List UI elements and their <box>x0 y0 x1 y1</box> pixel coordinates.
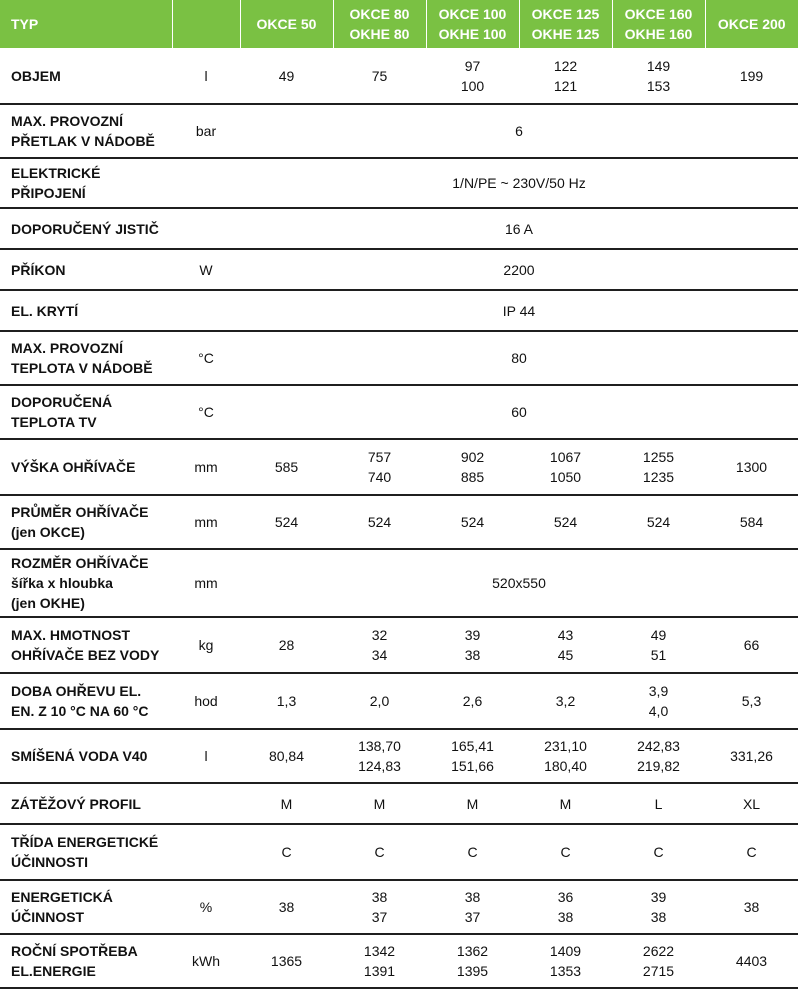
header-model-line: OKCE 100 <box>438 6 507 22</box>
header-model-line: OKHE 80 <box>349 26 410 42</box>
cell-line: VÝŠKA OHŘÍVAČE <box>11 459 136 475</box>
cell-line: ELEKTRICKÉ <box>11 165 101 181</box>
header-model-line: OKHE 100 <box>438 26 507 42</box>
cell-line: 740 <box>367 469 392 485</box>
cell-line: 1353 <box>549 963 582 979</box>
spec-table-body <box>0 48 798 988</box>
cell-line: 2715 <box>642 963 675 979</box>
cell-line: 49 <box>650 627 667 643</box>
merged-value: 1/N/PE ~ 230V/50 Hz <box>240 158 798 208</box>
table-row-prumer <box>0 495 798 549</box>
cell-line: OBJEM <box>11 67 61 84</box>
value-cell <box>519 880 612 934</box>
header-row <box>0 0 798 48</box>
cell-line: 37 <box>371 909 388 925</box>
cell-line: 524 <box>367 514 392 530</box>
cell-line: 43 <box>557 627 574 643</box>
value-cell <box>612 729 705 783</box>
row-unit: hod <box>172 673 240 729</box>
value-cell <box>240 783 333 824</box>
value-cell <box>426 783 519 824</box>
cell-line: C <box>560 844 571 860</box>
row-unit <box>172 158 240 208</box>
cell-line: ROZMĚR OHŘÍVAČE <box>11 555 149 571</box>
table-row-trida-ucinnosti <box>0 824 798 880</box>
value-cell <box>333 824 426 880</box>
row-label <box>0 549 172 617</box>
value-cell <box>333 729 426 783</box>
value-cell <box>426 439 519 495</box>
header-unit <box>172 0 240 48</box>
cell-line: šířka x hloubka <box>11 575 113 591</box>
row-label <box>0 48 172 104</box>
value-cell <box>240 824 333 880</box>
row-unit: W <box>172 249 240 290</box>
cell-line: 51 <box>650 647 667 663</box>
cell-line: 3,2 <box>555 693 576 709</box>
row-label <box>0 824 172 880</box>
value-cell <box>426 48 519 104</box>
value-cell <box>333 439 426 495</box>
cell-line: PRŮMĚR OHŘÍVAČE <box>11 504 149 520</box>
cell-line: 902 <box>460 449 485 465</box>
table-row-objem <box>0 48 798 104</box>
value-cell <box>612 48 705 104</box>
cell-line: 1067 <box>549 449 582 465</box>
cell-line: 153 <box>646 77 671 94</box>
cell-line: 38 <box>278 899 295 915</box>
value-cell <box>705 824 798 880</box>
value-cell <box>333 617 426 673</box>
cell-line: 2622 <box>642 943 675 959</box>
cell-line: M <box>280 795 293 812</box>
cell-line: 100 <box>460 77 485 94</box>
cell-line: (jen OKCE) <box>11 524 85 540</box>
cell-line: 1300 <box>735 459 768 475</box>
row-unit: kg <box>172 617 240 673</box>
table-row-max-pretlak <box>0 104 798 158</box>
cell-line: MAX. PROVOZNÍ <box>11 113 124 129</box>
merged-value: 60 <box>240 385 798 439</box>
value-cell <box>426 729 519 783</box>
header-model-okce-125 <box>519 0 612 48</box>
cell-line: 66 <box>743 637 760 653</box>
value-cell <box>519 48 612 104</box>
cell-line: 75 <box>371 67 388 84</box>
value-cell <box>426 824 519 880</box>
cell-line: ROČNÍ SPOTŘEBA <box>11 943 138 959</box>
value-cell <box>519 824 612 880</box>
cell-line: 584 <box>739 514 764 530</box>
row-label <box>0 439 172 495</box>
value-cell <box>426 673 519 729</box>
cell-line: 3,9 <box>648 683 669 699</box>
cell-line: 36 <box>557 889 574 905</box>
table-row-doba-ohrevu <box>0 673 798 729</box>
value-cell <box>426 934 519 988</box>
row-unit: mm <box>172 495 240 549</box>
value-cell <box>519 673 612 729</box>
cell-line: M <box>559 795 572 812</box>
cell-line: 524 <box>274 514 299 530</box>
value-cell <box>705 48 798 104</box>
cell-line: MAX. PROVOZNÍ <box>11 340 124 356</box>
cell-line: PŘÍKON <box>11 261 66 278</box>
merged-value: 2200 <box>240 249 798 290</box>
value-cell <box>612 824 705 880</box>
value-cell <box>612 934 705 988</box>
cell-line: 39 <box>650 889 667 905</box>
header-model-okce-80 <box>333 0 426 48</box>
header-typ: TYP <box>0 0 172 48</box>
merged-value: 80 <box>240 331 798 385</box>
row-label <box>0 673 172 729</box>
table-row-max-teplota <box>0 331 798 385</box>
merged-value: 520x550 <box>240 549 798 617</box>
cell-line: 331,26 <box>730 748 773 764</box>
row-label <box>0 783 172 824</box>
row-unit <box>172 783 240 824</box>
value-cell <box>333 495 426 549</box>
cell-line: DOPORUČENÁ <box>11 394 113 410</box>
value-cell <box>612 880 705 934</box>
cell-line: 97 <box>464 57 481 74</box>
cell-line: 122 <box>553 57 578 74</box>
row-label <box>0 208 172 249</box>
cell-line: 49 <box>278 67 295 84</box>
cell-line: 38 <box>464 889 481 905</box>
value-cell <box>333 783 426 824</box>
cell-line: 4403 <box>735 953 768 969</box>
cell-line: 80,84 <box>268 748 305 764</box>
value-cell <box>426 880 519 934</box>
cell-line: 149 <box>646 57 671 74</box>
value-cell <box>240 495 333 549</box>
row-unit <box>172 824 240 880</box>
cell-line: 38 <box>650 909 667 925</box>
cell-line: 180,40 <box>544 758 587 774</box>
row-unit: kWh <box>172 934 240 988</box>
value-cell <box>333 934 426 988</box>
cell-line: 38 <box>464 647 481 663</box>
cell-line: DOPORUČENÝ JISTIČ <box>11 220 159 237</box>
row-label <box>0 934 172 988</box>
table-row-el-kryti <box>0 290 798 331</box>
row-label <box>0 385 172 439</box>
table-row-vyska <box>0 439 798 495</box>
cell-line: 165,41 <box>451 738 494 754</box>
cell-line: PŘIPOJENÍ <box>11 185 86 201</box>
row-unit: l <box>172 48 240 104</box>
cell-line: 138,70 <box>358 738 401 754</box>
table-row-smisena-voda <box>0 729 798 783</box>
table-row-hmotnost <box>0 617 798 673</box>
value-cell <box>519 729 612 783</box>
cell-line: 1235 <box>642 469 675 485</box>
value-cell <box>240 673 333 729</box>
value-cell <box>240 880 333 934</box>
cell-line: 32 <box>371 627 388 643</box>
value-cell <box>519 783 612 824</box>
row-label <box>0 880 172 934</box>
value-cell <box>705 934 798 988</box>
value-cell <box>519 439 612 495</box>
table-row-doporucena-teplota <box>0 385 798 439</box>
value-cell <box>612 439 705 495</box>
header-model-okce-160 <box>612 0 705 48</box>
value-cell <box>519 495 612 549</box>
value-cell <box>333 48 426 104</box>
row-unit: °C <box>172 385 240 439</box>
cell-line: 4,0 <box>648 703 669 719</box>
cell-line: ZÁTĚŽOVÝ PROFIL <box>11 795 141 812</box>
cell-line: 28 <box>278 637 295 653</box>
header-model-okce-50 <box>240 0 333 48</box>
row-label <box>0 617 172 673</box>
value-cell <box>612 783 705 824</box>
cell-line: 1,3 <box>276 693 297 709</box>
table-row-prikon <box>0 249 798 290</box>
cell-line: C <box>746 844 757 860</box>
cell-line: 524 <box>460 514 485 530</box>
cell-line: 45 <box>557 647 574 663</box>
cell-line: DOBA OHŘEVU EL. <box>11 683 142 699</box>
cell-line: 242,83 <box>637 738 680 754</box>
cell-line: 124,83 <box>358 758 401 774</box>
cell-line: 38 <box>557 909 574 925</box>
table-row-rozmer <box>0 549 798 617</box>
table-row-rocni-spotreba <box>0 934 798 988</box>
value-cell <box>426 495 519 549</box>
value-cell <box>519 934 612 988</box>
cell-line: 585 <box>274 459 299 475</box>
value-cell <box>705 673 798 729</box>
table-row-doporuceny-jistic <box>0 208 798 249</box>
cell-line: 121 <box>553 77 578 94</box>
header-model-line: OKHE 125 <box>531 26 600 42</box>
cell-line: 1365 <box>270 953 303 969</box>
table-row-energeticka-ucinnost <box>0 880 798 934</box>
cell-line: 1391 <box>363 963 396 979</box>
cell-line: 1342 <box>363 943 396 959</box>
cell-line: EL. KRYTÍ <box>11 302 79 319</box>
cell-line: 199 <box>739 67 764 84</box>
cell-line: M <box>466 795 479 812</box>
value-cell <box>333 673 426 729</box>
cell-line: C <box>374 844 385 860</box>
cell-line: 1255 <box>642 449 675 465</box>
cell-line: 151,66 <box>451 758 494 774</box>
cell-line: 38 <box>743 899 760 915</box>
value-cell <box>240 934 333 988</box>
value-cell <box>240 617 333 673</box>
cell-line: 38 <box>371 889 388 905</box>
header-model-okce-200 <box>705 0 798 48</box>
cell-line: 1362 <box>456 943 489 959</box>
merged-value: 6 <box>240 104 798 158</box>
cell-line: ENERGETICKÁ <box>11 889 113 905</box>
value-cell <box>705 880 798 934</box>
cell-line: 219,82 <box>637 758 680 774</box>
cell-line: 757 <box>367 449 392 465</box>
cell-line: EL.ENERGIE <box>11 963 96 979</box>
cell-line: ÚČINNOSTI <box>11 854 88 870</box>
cell-line: C <box>281 844 292 860</box>
table-row-elektricke-pripojeni <box>0 158 798 208</box>
value-cell <box>240 48 333 104</box>
cell-line: XL <box>742 795 761 812</box>
value-cell <box>240 439 333 495</box>
value-cell <box>612 673 705 729</box>
cell-line: TEPLOTA V NÁDOBĚ <box>11 360 153 376</box>
row-unit: bar <box>172 104 240 158</box>
header-model-line: OKCE 125 <box>531 6 600 22</box>
cell-line: 524 <box>553 514 578 530</box>
value-cell <box>240 729 333 783</box>
row-label <box>0 729 172 783</box>
cell-line: MAX. HMOTNOST <box>11 627 130 643</box>
header-model-okce-100 <box>426 0 519 48</box>
row-unit: mm <box>172 439 240 495</box>
table-row-zatezovy-profil <box>0 783 798 824</box>
cell-line: PŘETLAK V NÁDOBĚ <box>11 133 155 149</box>
row-unit: % <box>172 880 240 934</box>
cell-line: TEPLOTA TV <box>11 414 97 430</box>
merged-value: IP 44 <box>240 290 798 331</box>
merged-value: 16 A <box>240 208 798 249</box>
row-unit: mm <box>172 549 240 617</box>
value-cell <box>705 729 798 783</box>
value-cell <box>333 880 426 934</box>
cell-line: OHŘÍVAČE BEZ VODY <box>11 647 160 663</box>
row-label <box>0 249 172 290</box>
value-cell <box>612 617 705 673</box>
cell-line: 2,6 <box>462 693 483 709</box>
header-model-line: OKCE 160 <box>624 6 693 22</box>
cell-line: M <box>373 795 386 812</box>
cell-line: 231,10 <box>544 738 587 754</box>
cell-line: ÚČINNOST <box>11 909 85 925</box>
cell-line: 885 <box>460 469 485 485</box>
row-unit <box>172 290 240 331</box>
cell-line: 34 <box>371 647 388 663</box>
cell-line: EN. Z 10 °C NA 60 °C <box>11 703 149 719</box>
cell-line: TŘÍDA ENERGETICKÉ <box>11 834 159 850</box>
row-label <box>0 495 172 549</box>
value-cell <box>612 495 705 549</box>
cell-line: C <box>653 844 664 860</box>
row-label <box>0 104 172 158</box>
header-model-line: OKCE 200 <box>717 16 786 32</box>
cell-line: 1050 <box>549 469 582 485</box>
header-model-line: OKCE 50 <box>256 16 317 32</box>
value-cell <box>426 617 519 673</box>
cell-line: 39 <box>464 627 481 643</box>
row-label <box>0 290 172 331</box>
value-cell <box>705 617 798 673</box>
cell-line: 1395 <box>456 963 489 979</box>
cell-line: 524 <box>646 514 671 530</box>
cell-line: 37 <box>464 909 481 925</box>
value-cell <box>705 783 798 824</box>
cell-line: L <box>654 795 663 812</box>
cell-line: 5,3 <box>741 693 762 709</box>
row-unit <box>172 208 240 249</box>
row-label <box>0 158 172 208</box>
row-unit: °C <box>172 331 240 385</box>
value-cell <box>519 617 612 673</box>
cell-line: C <box>467 844 478 860</box>
header-model-line: OKHE 160 <box>624 26 693 42</box>
row-label <box>0 331 172 385</box>
cell-line: 1409 <box>549 943 582 959</box>
value-cell <box>705 495 798 549</box>
value-cell <box>705 439 798 495</box>
cell-line: 2,0 <box>369 693 390 709</box>
header-model-line: OKCE 80 <box>349 6 410 22</box>
row-unit: l <box>172 729 240 783</box>
cell-line: SMÍŠENÁ VODA V40 <box>11 748 148 764</box>
cell-line: (jen OKHE) <box>11 595 85 611</box>
